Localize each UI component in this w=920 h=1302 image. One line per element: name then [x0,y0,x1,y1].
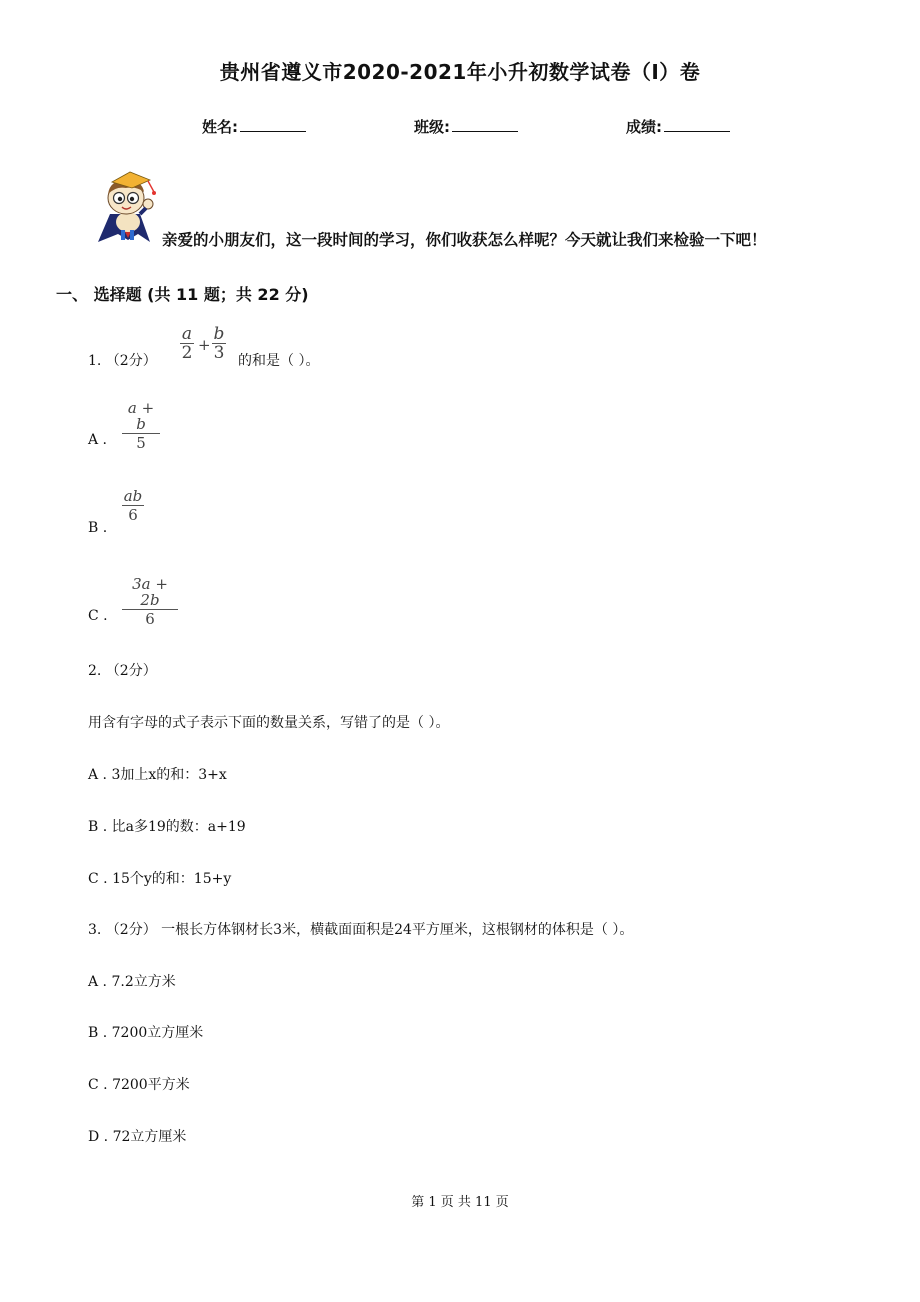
q1-expr-d2: 3 [213,343,225,363]
q1-c-den: 6 [145,610,155,628]
q3-stem: 3. （2分） 一根长方体钢材长3米，横截面面积是24平方厘米，这根钢材的体积是（ ）。 [88,922,634,938]
q1-expr-d1: 2 [181,343,193,363]
q1-expr-frac-a [180,326,194,361]
q2-option-c[interactable]: C . 15个y的和：15+y [88,871,232,887]
q3-option-c[interactable]: C . 7200平方米 [88,1077,190,1093]
q1-option-c-label: C . [88,608,108,624]
q2-option-b[interactable]: B . 比a多19的数：a+19 [88,819,246,835]
class-blank [452,117,518,132]
q1-option-b[interactable] [122,488,144,523]
q1-expr-frac-b [212,326,226,361]
q3-option-b[interactable]: B . 7200立方厘米 [88,1025,204,1041]
q3-option-d[interactable]: D . 72立方厘米 [88,1129,187,1145]
score-field [626,116,730,137]
q2-stem: 用含有字母的式子表示下面的数量关系，写错了的是（ ）。 [88,715,450,731]
mascot-illustration [88,168,168,248]
section-heading-choice: 一、 选择题 (共 11 题；共 22 分) [56,285,309,304]
q1-a-den: 5 [136,434,146,452]
score-label: 成绩: [626,118,662,136]
q1-option-c[interactable] [122,576,178,627]
name-label: 姓名: [202,118,238,136]
greeting-text: 亲爱的小朋友们，这一段时间的学习，你们收获怎么样呢？今天就让我们来检验一下吧！ [162,231,767,249]
score-blank [664,117,730,132]
class-field [414,116,518,137]
q1-expr-op: + [198,336,211,354]
q1-b-den: 6 [128,506,138,524]
q1-option-a[interactable] [122,400,160,451]
q1-prefix: 1. （2分） [88,353,157,369]
q3-option-a[interactable]: A . 7.2立方米 [88,974,176,990]
q1-suffix: 的和是（ ）。 [238,353,320,369]
q1-c-num: 3a + 2b [132,575,168,609]
q1-expr-n2: b [213,324,225,344]
name-blank [240,117,306,132]
q1-option-b-label: B . [88,520,108,536]
class-label: 班级: [414,118,450,136]
page-footer: 第 1 页 共 11 页 [411,1195,509,1210]
q1-option-a-label: A . [88,432,108,448]
q1-expr-n1: a [181,324,193,344]
q1-a-num: a + b [127,399,155,433]
q2-option-a[interactable]: A . 3加上x的和：3+x [88,767,227,783]
q1-b-num: ab [123,487,143,505]
q2-prefix: 2. （2分） [88,663,157,679]
page-title: 贵州省遵义市2020-2021年小升初数学试卷（I）卷 [219,60,701,84]
name-field [202,116,306,137]
